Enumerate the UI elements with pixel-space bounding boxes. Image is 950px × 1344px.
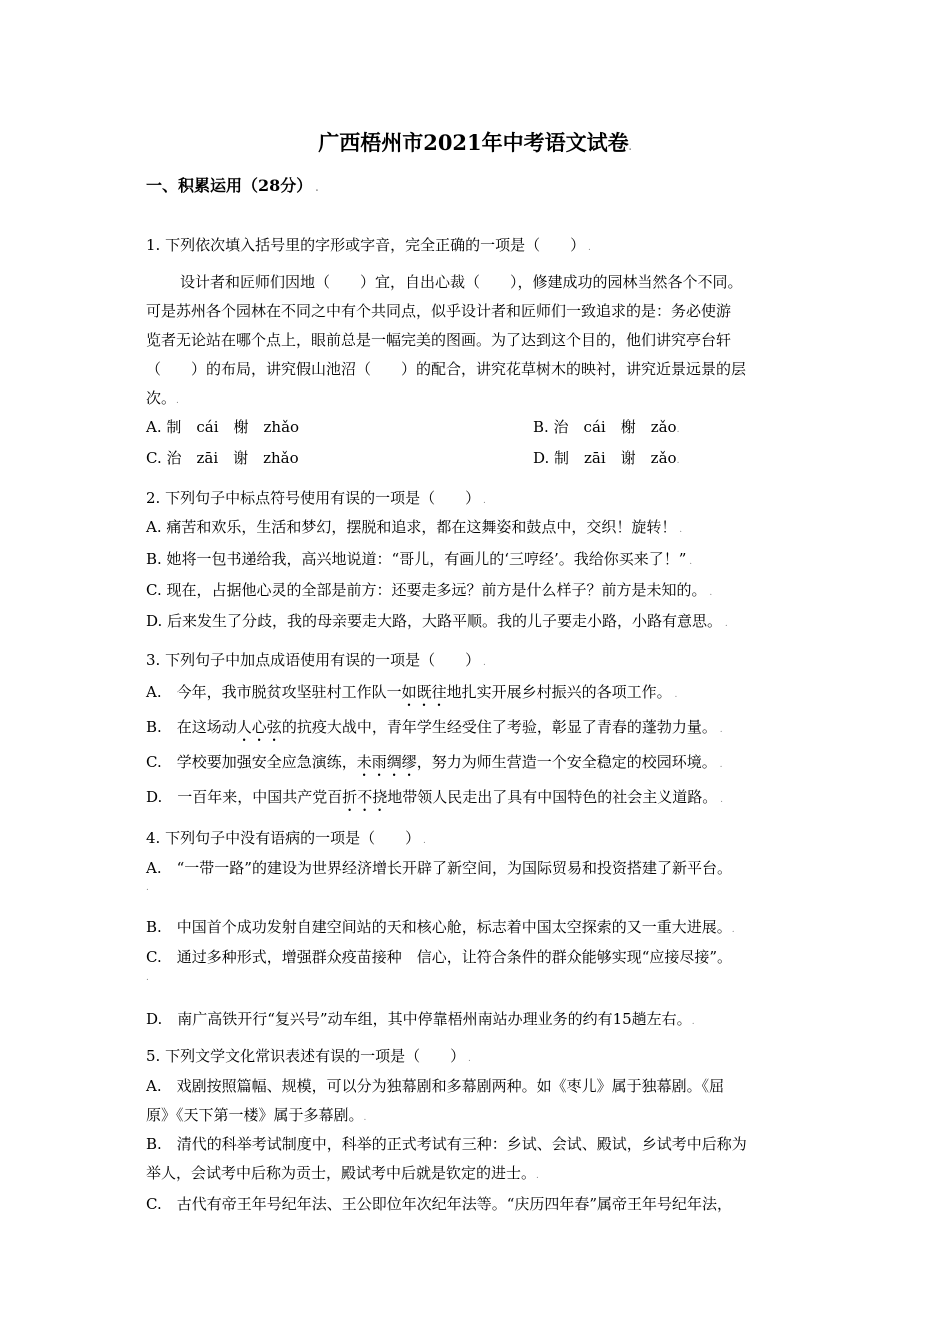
- q2-option-b: B. 她将一包书递给我，高兴地说道：“哥儿，有画儿的‘三哼经’。我给你买来了！” .: [146, 550, 693, 568]
- q5-option-line: C. 古代有帝王年号纪年法、王公即位年次纪年法等。“庆历四年春”属帝王年号纪年法，: [146, 1195, 733, 1213]
- dotted-idiom: 如既往: [401, 683, 447, 701]
- q5-option-line: B. 清代的科举考试制度中，科举的正式考试有三种：乡试、会试、殿试，乡试考中后称为: [146, 1135, 747, 1153]
- q5-option-line: A. 戏剧按照篇幅、规模，可以分为独幕剧和多幕剧两种。如《枣儿》属于独幕剧。《屈: [146, 1077, 725, 1095]
- q2-option-a: A. 痛苦和欢乐，生活和梦幻，摆脱和追求，都在这舞姿和鼓点中，交织！旋转！ .: [146, 518, 683, 536]
- q1-passage-line: 次。.: [146, 389, 179, 407]
- q3-option-b: B. 在这场动人心弦的抗疫大战中，青年学生经受住了考验，彰显了青春的蓬勃力量。 .: [146, 718, 723, 736]
- question-1-stem: 1. 下列依次填入括号里的字形或字音，完全正确的一项是（ ） .: [146, 236, 591, 254]
- q5-option-line: 原》《天下第一楼》属于多幕剧。.: [146, 1106, 367, 1124]
- paragraph-mark: .: [146, 973, 149, 983]
- question-5-stem: 5. 下列文学文化常识表述有误的一项是（ ） .: [146, 1047, 471, 1065]
- q2-option-c: C. 现在，占据他心灵的全部是前方：还要走多远？前方是什么样子？前方是未知的。 .: [146, 581, 713, 599]
- q4-option-a: A. “一带一路”的建设为世界经济增长开辟了新空间，为国际贸易和投资搭建了新平台。: [146, 859, 732, 877]
- q5-option-line: 举人，会试考中后称为贡士，殿试考中后就是钦定的进士。.: [146, 1164, 539, 1182]
- q4-option-d: D. 南广高铁开行“复兴号”动车组，其中停靠梧州南站办理业务的约有15趟左右。.: [146, 1010, 695, 1028]
- q1-option-a: A. 制 cái 榭 zhǎo: [146, 418, 300, 436]
- dotted-idiom: 未雨绸缪: [356, 753, 417, 771]
- section-heading: 一、积累运用（28分） .: [146, 176, 319, 195]
- q4-option-b: B. 中国首个成功发射自建空间站的天和核心舱，标志着中国太空探索的又一重大进展。.: [146, 918, 735, 936]
- question-3-stem: 3. 下列句子中加点成语使用有误的一项是（ ） .: [146, 651, 486, 669]
- question-2-stem: 2. 下列句子中标点符号使用有误的一项是（ ） .: [146, 489, 486, 507]
- dotted-idiom: 人心弦: [236, 718, 282, 736]
- q4-option-c: C. 通过多种形式，增强群众疫苗接种 信心，让符合条件的群众能够实现“应接尽接”。: [146, 948, 733, 966]
- q1-passage-line: 览者无论站在哪个点上，眼前总是一幅完美的图画。为了达到这个目的，他们讲究亭台轩: [146, 331, 732, 349]
- question-4-stem: 4. 下列句子中没有语病的一项是（ ） .: [146, 829, 426, 847]
- q2-option-d: D. 后来发生了分歧，我的母亲要走大路，大路平顺。我的儿子要走小路，小路有意思。 .: [146, 612, 728, 630]
- q3-option-a: A. 今年，我市脱贫攻坚驻村工作队一如既往地扎实开展乡村振兴的各项工作。 .: [146, 683, 678, 701]
- q3-option-d: D. 一百年来，中国共产党百折不挠地带领人民走出了具有中国特色的社会主义道路。 .: [146, 788, 724, 806]
- q1-passage-line: 可是苏州各个园林在不同之中有个共同点，似乎设计者和匠师们一致追求的是：务必使游: [146, 302, 732, 320]
- paragraph-mark: .: [146, 883, 149, 893]
- q1-passage-line: （ ）的布局，讲究假山池沼（ ）的配合，讲究花草树木的映衬，讲究近景远景的层: [146, 360, 747, 378]
- document-title: 广西梧州市2021年中考语文试卷.: [318, 130, 632, 155]
- q1-option-b: B. 治 cái 榭 zǎo.: [533, 418, 680, 436]
- q1-option-d: D. 制 zāi 谢 zǎo.: [533, 449, 680, 467]
- q1-option-c: C. 治 zāi 谢 zhǎo: [146, 449, 299, 467]
- dotted-idiom: 折不挠: [342, 788, 388, 806]
- q1-passage-line: 设计者和匠师们因地（ ）宜，自出心裁（ ），修建成功的园林当然各个不同。: [180, 273, 743, 291]
- q3-option-c: C. 学校要加强安全应急演练，未雨绸缪，努力为师生营造一个安全稳定的校园环境。 .: [146, 753, 723, 771]
